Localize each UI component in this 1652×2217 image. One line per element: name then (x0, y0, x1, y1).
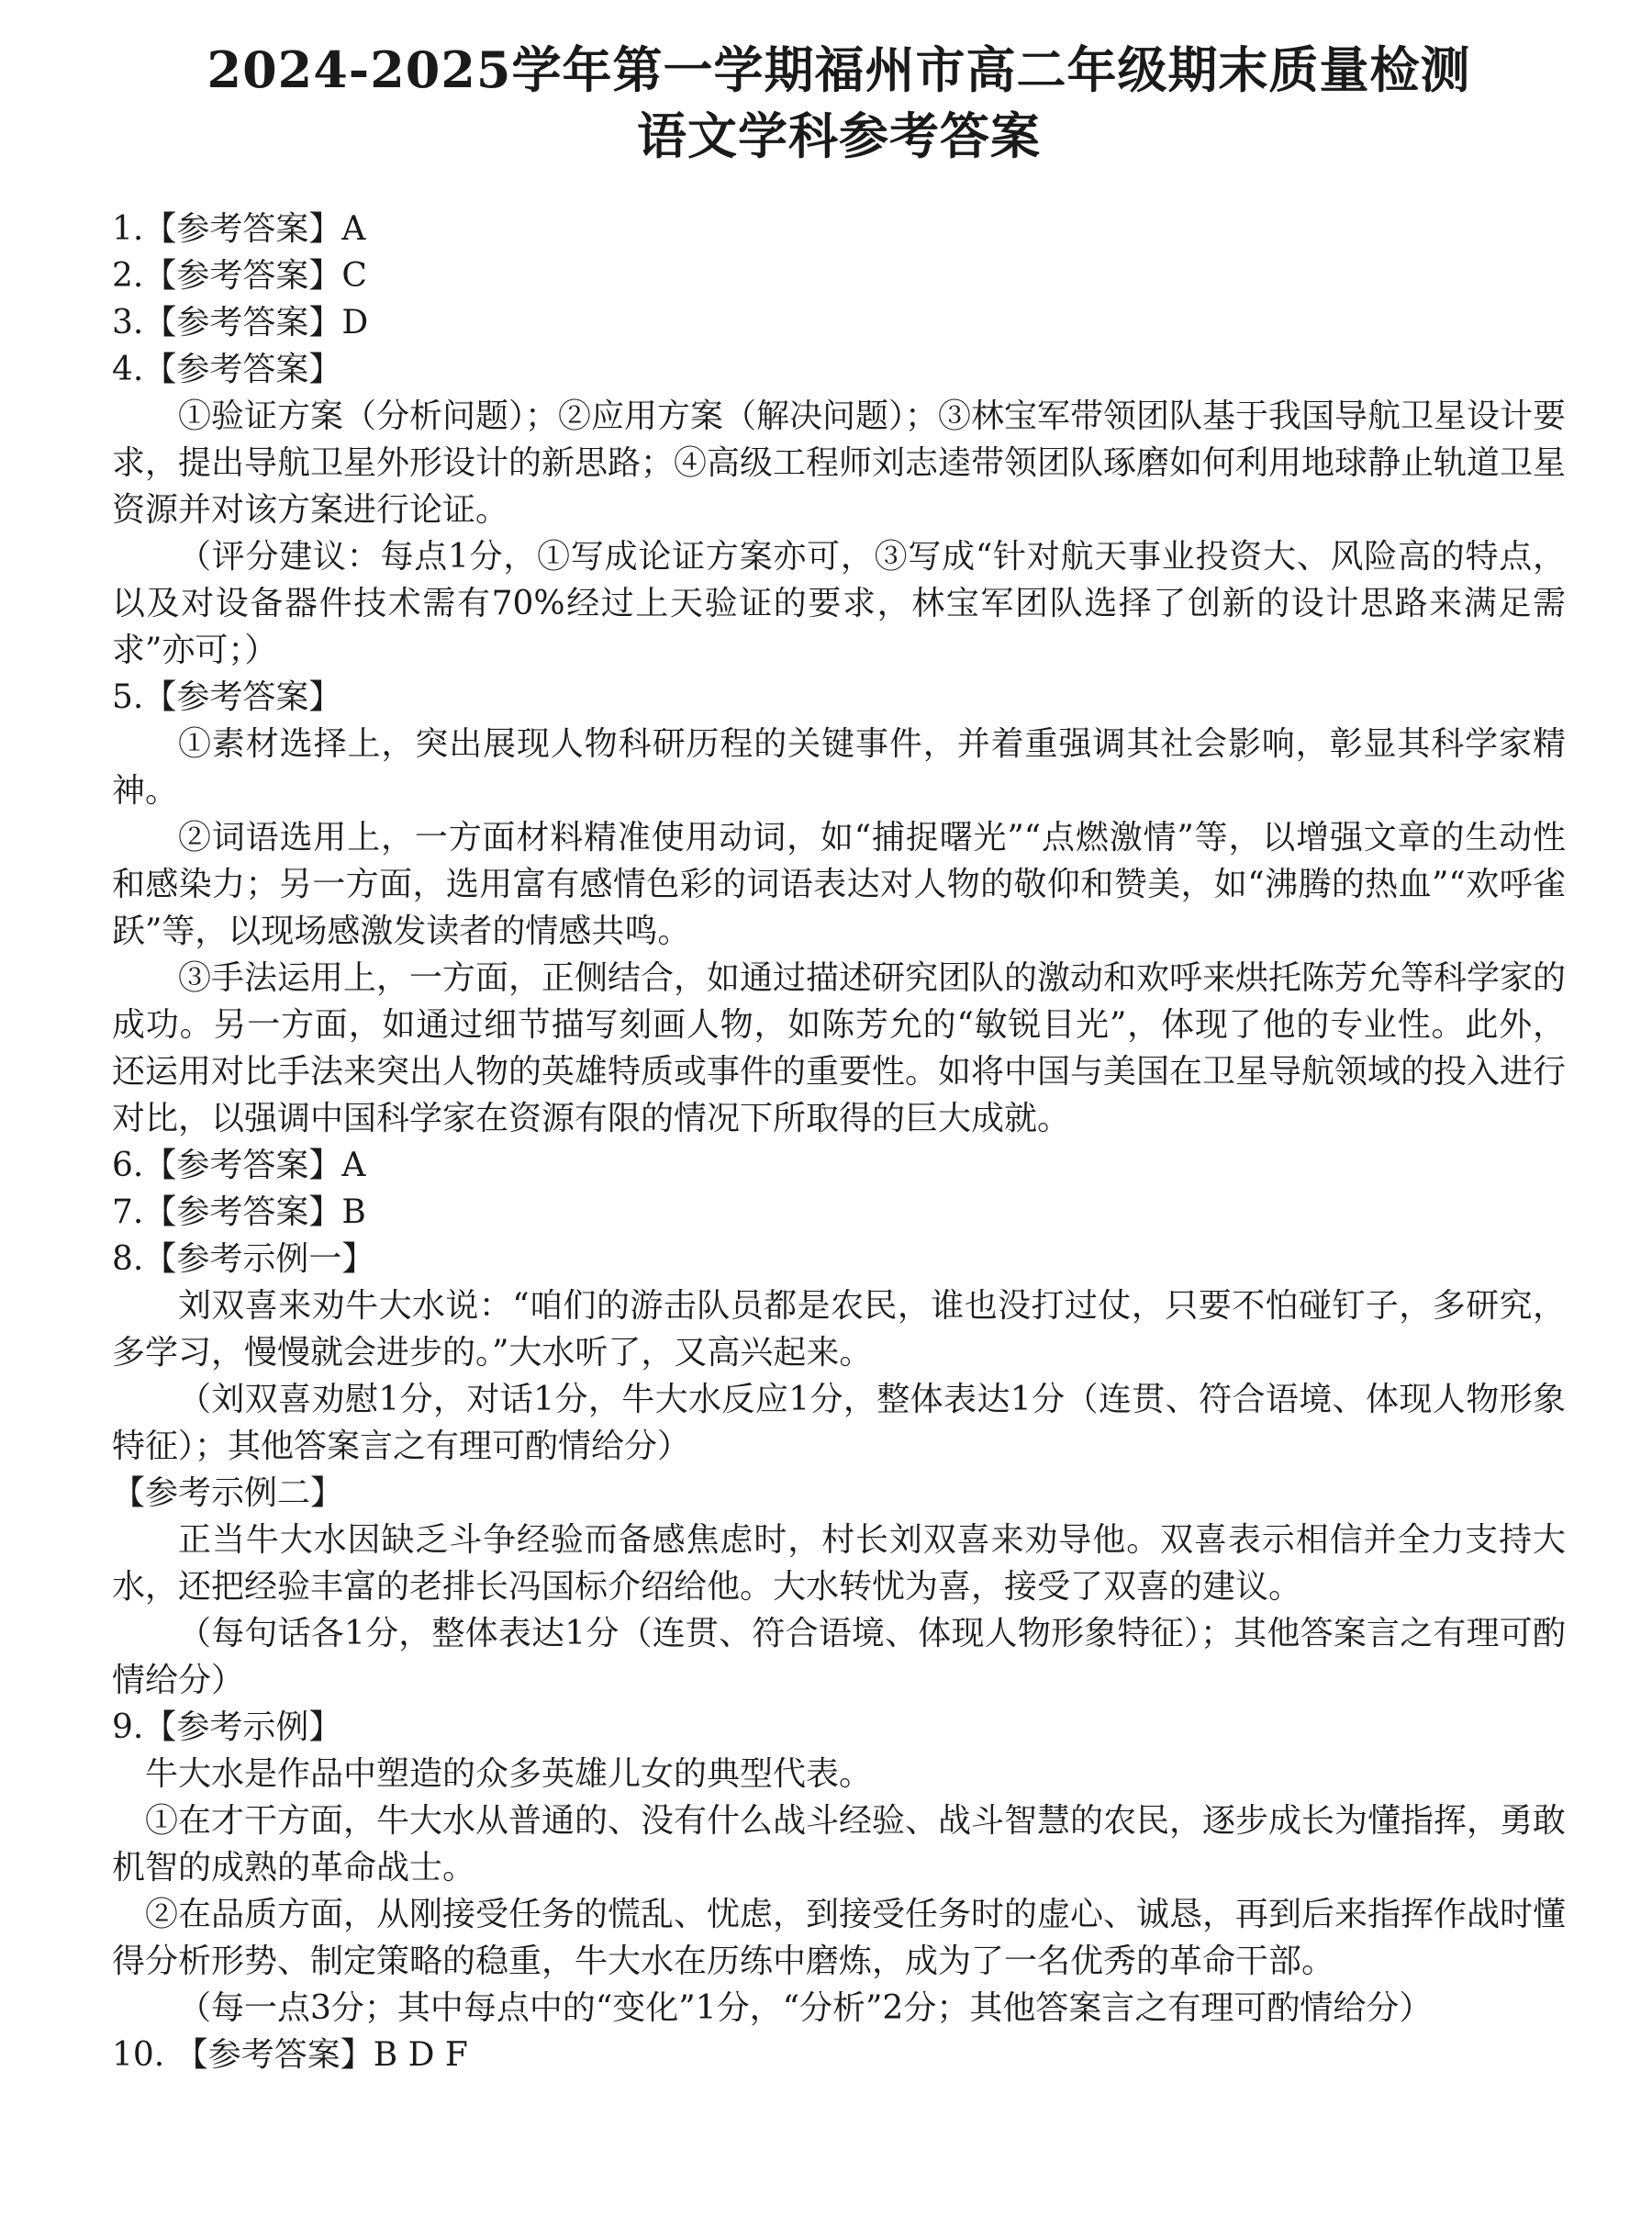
answer-q2: 2.【参考答案】C (112, 257, 367, 295)
answer-q10: 10. 【参考答案】B D F (112, 2036, 468, 2074)
answer-q1: 1.【参考答案】A (112, 210, 366, 248)
answer-q7: 7.【参考答案】B (112, 1193, 366, 1231)
page-subtitle: 语文学科参考答案 (637, 106, 1041, 165)
answer-q9-point-2: ②在品质方面，从刚接受任务的慌乱、忧虑，到接受任务时的虚心、诚恳，再到后来指挥作战时懂得分析形势、制定策略的稳重，牛大水在历练中磨炼，成为了一名优秀的革命干部。 (112, 1896, 1567, 1980)
answer-q5-heading: 5.【参考答案】 (112, 678, 342, 716)
answer-q5-point-3: ③手法运用上，一方面，正侧结合，如通过描述研究团队的激动和欢呼来烘托陈芳允等科学家的成功。另一方面，如通过细节描写刻画人物，如陈芳允的“敏锐目光”，体现了他的专业性。此外，还运用对比手法来突出人物的英雄特质或事件的重要性。如将中国与美国在卫星导航领域的投入进行对比，以强调中国科学家在资源有限的情况下所取得的巨大成就。 (112, 959, 1567, 1137)
answer-q9-heading: 9.【参考示例】 (112, 1708, 342, 1746)
answer-q8-example-1-note: （刘双喜劝慰1分，对话1分，牛大水反应1分，整体表达1分（连贯、符合语境、体现人物形象特征）；其他答案言之有理可酌情给分） (112, 1381, 1566, 1465)
answer-q4-scoring-note: （评分建议：每点1分，①写成论证方案亦可，③写成“针对航天事业投资大、风险高的特点，以及对设备器件技术需有70%经过上天验证的要求，林宝军团队选择了创新的设计思路来满足需求”亦可；） (112, 538, 1566, 669)
answer-q8-heading: 8.【参考示例一】 (112, 1240, 375, 1278)
answer-q8-example-2-heading: 【参考示例二】 (112, 1474, 344, 1512)
answer-q9-intro: 牛大水是作品中塑造的众多英雄儿女的典型代表。 (145, 1755, 873, 1793)
answer-q8-example-2: 正当牛大水因缺乏斗争经验而备感焦虑时，村长刘双喜来劝导他。双喜表示相信并全力支持大水，还把经验丰富的老排长冯国标介绍给他。大水转忧为喜，接受了双喜的建议。 (112, 1521, 1566, 1606)
answer-q4-body: ①验证方案（分析问题）；②应用方案（解决问题）；③林宝军带领团队基于我国导航卫星设计要求，提出导航卫星外形设计的新思路；④高级工程师刘志逵带领团队琢磨如何利用地球静止轨道卫星资源并对该方案进行论证。 (112, 397, 1567, 529)
answer-q5-point-1: ①素材选择上，突出展现人物科研历程的关键事件，并着重强调其社会影响，彰显其科学家精神。 (112, 725, 1566, 810)
answer-q9-scoring-note: （每一点3分；其中每点中的“变化”1分，“分析”2分；其他答案言之有理可酌情给分） (178, 1989, 1433, 2027)
answer-q6: 6.【参考答案】A (112, 1147, 366, 1184)
answer-q9-point-1: ①在才干方面，牛大水从普通的、没有什么战斗经验、战斗智慧的农民，逐步成长为懂指挥，勇敢机智的成熟的革命战士。 (112, 1802, 1567, 1887)
answer-content (112, 206, 1566, 2078)
answer-q5-point-2: ②词语选用上，一方面材料精准使用动词，如“捕捉曙光”“点燃激情”等，以增强文章的生动性和感染力；另一方面，选用富有感情色彩的词语表达对人物的敬仰和赞美，如“沸腾的热血”“欢呼雀跃”等，以现场感激发读者的情感共鸣。 (112, 819, 1566, 950)
answer-q3: 3.【参考答案】D (112, 304, 369, 342)
answer-q4-heading: 4.【参考答案】 (112, 351, 342, 388)
answer-q8-example-1: 刘双喜来劝牛大水说：“咱们的游击队员都是农民，谁也没打过仗，只要不怕碰钉子，多研究，多学习，慢慢就会进步的。”大水听了，又高兴起来。 (112, 1287, 1566, 1372)
answer-q8-example-2-note: （每句话各1分，整体表达1分（连贯、符合语境、体现人物形象特征）；其他答案言之有理可酌情给分） (112, 1615, 1566, 1699)
page-title: 2024-2025学年第一学期福州市高二年级期末质量检测 (206, 40, 1471, 99)
